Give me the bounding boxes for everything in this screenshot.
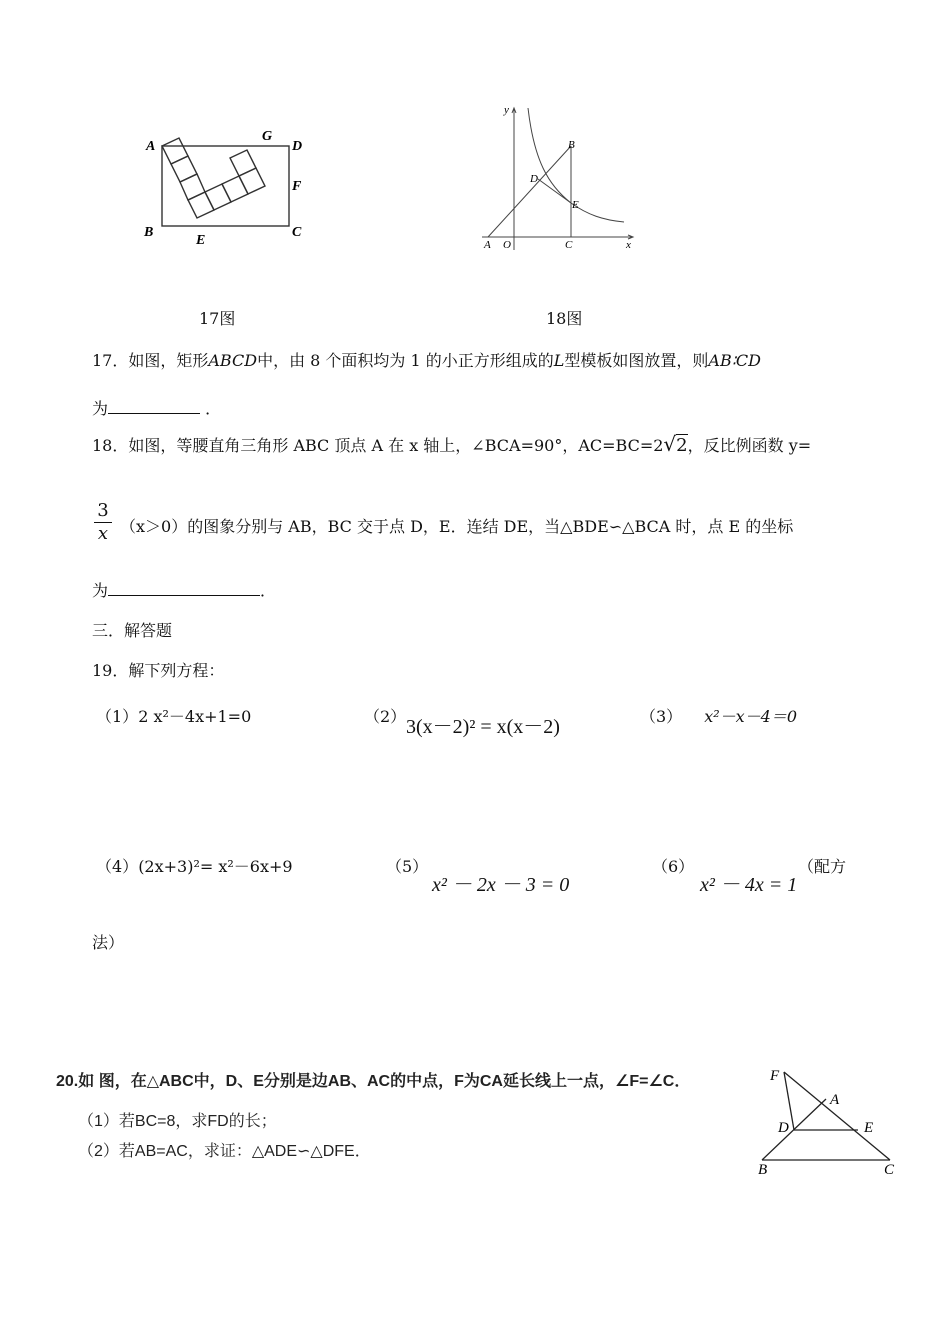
q19-p3-equation: x²－x－4＝0 xyxy=(704,707,798,726)
fig18-label-y: y xyxy=(504,104,509,116)
q20-text: 20.如 图，在△ABC中，D、E分别是边AB、AC的中点，F为CA延长线上一点，∠F=∠C． xyxy=(56,1073,691,1090)
sqrt-symbol: √ xyxy=(663,432,677,456)
fig20-label-c: C xyxy=(884,1162,895,1177)
q17-text2: 中，由 8 个面积均为 1 的小正方形组成的 xyxy=(257,351,554,370)
q19-p2-label: （2） xyxy=(364,707,407,726)
figure-20 xyxy=(752,1062,912,1177)
q19-p6-label: （6） xyxy=(652,857,695,876)
fig18-label-x: x xyxy=(626,239,631,251)
fig20-label-f: F xyxy=(770,1068,780,1084)
q18-frac-num: 3 xyxy=(97,500,109,521)
q18-fraction xyxy=(94,500,112,545)
fig18-label-c: C xyxy=(565,239,573,251)
fig17-label-c: C xyxy=(292,225,302,240)
figure-17 xyxy=(138,122,313,252)
q18-answer-blank[interactable] xyxy=(108,579,260,596)
q19-part6 xyxy=(652,854,694,877)
q19-part3 xyxy=(640,704,797,727)
q17-text3: 型模板如图放置，则 xyxy=(564,351,709,370)
q17-text1: 17．如图，矩形 xyxy=(92,351,209,370)
q18-line1 xyxy=(92,432,811,456)
q19-p1-label: （1） xyxy=(96,707,139,726)
q20-part1: （1）若BC=8，求FD的长； xyxy=(78,1113,277,1130)
q19-p6-note: （配方 xyxy=(798,857,847,876)
fig20-label-b: B xyxy=(758,1162,768,1177)
q18-line3-prefix: 为 xyxy=(92,581,109,600)
fig17-label-g: G xyxy=(262,129,273,144)
q19-p5-equation: x² － 2x － 3 = 0 xyxy=(432,874,570,896)
q17-line2 xyxy=(92,396,221,419)
fig17-label-f: F xyxy=(292,179,302,194)
fig20-label-d: D xyxy=(778,1120,789,1136)
fig17-caption: 17图 xyxy=(199,309,236,328)
q18-line3 xyxy=(92,578,276,601)
q19-p2-equation: 3(x－2)² = x(x－2) xyxy=(406,716,560,738)
fig17-label-b: B xyxy=(144,225,154,240)
q17-ratio: AB∶CD xyxy=(708,351,761,370)
fig18-label-b: B xyxy=(568,139,575,151)
fig17-label-d: D xyxy=(292,139,303,154)
q19-part1 xyxy=(96,704,251,727)
fig18-caption: 18图 xyxy=(546,309,583,328)
q19-part4 xyxy=(96,854,293,877)
q19-p5-label: （5） xyxy=(386,857,429,876)
q17-answer-blank[interactable] xyxy=(108,397,200,414)
q17-rect: ABCD xyxy=(208,351,258,370)
q19-p4-label: （4） xyxy=(96,857,139,876)
q19-part5 xyxy=(386,854,428,877)
figure-18 xyxy=(478,100,643,255)
q19-p6-equation: x² － 4x = 1 xyxy=(700,874,798,896)
q19-p4-equation: (2x+3)²= x²－6x+9 xyxy=(138,857,293,876)
q20-part2: （2）若AB=AC，求证：△ADE∽△DFE． xyxy=(78,1143,371,1160)
fig17-label-a: A xyxy=(146,139,156,154)
q19-p1-equation: 2 x²－4x+1=0 xyxy=(138,707,252,726)
q19-title: 19．解下列方程： xyxy=(92,661,225,680)
section3-title: 三．解答题 xyxy=(92,621,173,640)
q19-p3-label: （3） xyxy=(640,707,683,726)
q19-p6-note2: 法） xyxy=(92,933,125,952)
fig18-label-e: E xyxy=(572,199,579,211)
q17-line1 xyxy=(92,348,761,371)
q19-part2 xyxy=(364,704,406,727)
q17-l: L xyxy=(553,351,565,370)
fig20-label-a: A xyxy=(830,1092,840,1108)
fig18-label-d: D xyxy=(530,173,538,185)
q18-frac-den: x xyxy=(97,523,109,544)
fig20-label-e: E xyxy=(864,1120,874,1136)
fig18-label-a: A xyxy=(484,239,491,251)
q18-sqrt-value: 2 xyxy=(676,435,688,456)
q18-line3-suffix: ． xyxy=(260,581,277,600)
q18-text2: ，反比例函数 y= xyxy=(687,436,812,455)
q17-line2-suffix: ． xyxy=(200,399,222,418)
fig17-label-e: E xyxy=(196,233,206,248)
fig18-label-o: O xyxy=(503,239,511,251)
q18-text1: 18．如图，等腰直角三角形 ABC 顶点 A 在 x 轴上，∠BCA=90°，AC=BC=2 xyxy=(92,436,664,455)
q18-text3: （x＞0）的图象分别与 AB，BC 交于点 D，E．连结 DE，当△BDE∽△BCA 时，点 E 的坐标 xyxy=(120,517,794,536)
q17-line2-prefix: 为 xyxy=(92,399,109,418)
